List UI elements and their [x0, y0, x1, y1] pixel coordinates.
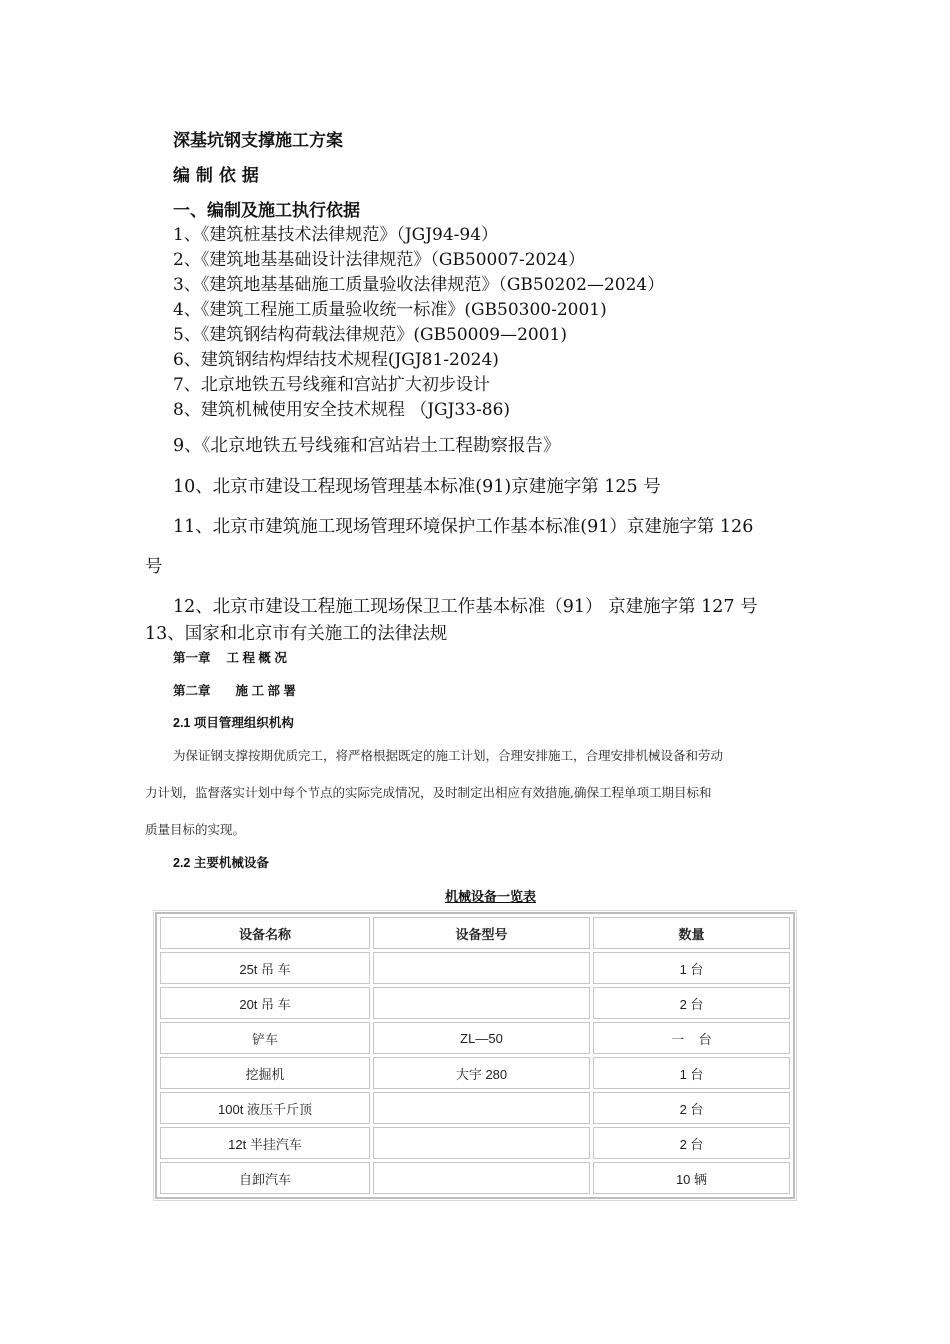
equipment-model-cell: [373, 952, 590, 984]
table-row: [160, 987, 790, 1019]
section-heading: 一、编制及施工执行依据: [173, 201, 360, 221]
paragraph-line: 质量目标的实现。: [145, 822, 246, 837]
equipment-quantity-cell: 2 台: [593, 987, 790, 1019]
equipment-model-cell: [373, 1162, 590, 1194]
reference-item: 9、《北京地铁五号线雍和宫站岩土工程勘察报告》: [173, 436, 561, 456]
equipment-name-cell: 12t 半挂汽车: [160, 1127, 370, 1159]
document-title: 深基坑钢支撑施工方案: [173, 131, 343, 151]
equipment-quantity-cell: 2 台: [593, 1092, 790, 1124]
reference-item: 2、《建筑地基基础设计法律规范》（GB50007-2024）: [173, 250, 585, 270]
chapter-heading: 第一章 工 程 概 况: [173, 651, 287, 665]
table-title: 机械设备一览表: [445, 890, 537, 905]
table-row: [160, 1162, 790, 1194]
paragraph-line: 力计划，监督落实计划中每个节点的实际完成情况，及时制定出相应有效措施,确保工程单项工期目标和: [145, 785, 712, 800]
equipment-name-cell: 铲车: [160, 1022, 370, 1054]
reference-item: 1、《建筑桩基技术法律规范》（JGJ94-94）: [173, 225, 499, 245]
equipment-model-cell: [373, 1092, 590, 1124]
table-row: [160, 1022, 790, 1054]
reference-item: 5、《建筑钢结构荷载法律规范》(GB50009—2001): [173, 325, 567, 345]
table-row: [160, 952, 790, 984]
reference-item: 13、国家和北京市有关施工的法律法规: [145, 624, 448, 644]
equipment-quantity-cell: 1 台: [593, 952, 790, 984]
reference-item: 3、《建筑地基基础施工质量验收法律规范》（GB50202—2024）: [173, 275, 665, 295]
equipment-name-cell: 25t 吊 车: [160, 952, 370, 984]
reference-item: 6、建筑钢结构焊结技术规程(JGJ81-2024): [173, 350, 499, 370]
reference-item: 7、北京地铁五号线雍和宫站扩大初步设计: [173, 375, 490, 395]
equipment-model-cell: ZL—50: [373, 1022, 590, 1054]
chapter-heading: 第二章 施 工 部 署: [173, 684, 296, 698]
column-header: 设备名称: [160, 917, 370, 949]
equipment-name-cell: 自卸汽车: [160, 1162, 370, 1194]
paragraph-line: 为保证钢支撑按期优质完工，将严格根据既定的施工计划，合理安排施工，合理安排机械设备和劳动: [173, 748, 724, 763]
reference-item: 4、《建筑工程施工质量验收统一标准》(GB50300-2001): [173, 300, 607, 320]
equipment-quantity-cell: 2 台: [593, 1127, 790, 1159]
equipment-quantity-cell: 10 辆: [593, 1162, 790, 1194]
reference-item: 10、北京市建设工程现场管理基本标准(91)京建施字第 125 号: [173, 477, 661, 497]
table-row: [160, 1057, 790, 1089]
subsection-heading: 2.2 主要机械设备: [173, 856, 269, 870]
equipment-name-cell: 挖掘机: [160, 1057, 370, 1089]
equipment-table: [155, 912, 795, 1199]
basis-heading: 编 制 依 据: [173, 166, 259, 186]
subsection-heading: 2.1 项目管理组织机构: [173, 716, 294, 730]
equipment-model-cell: [373, 1127, 590, 1159]
reference-item: 12、北京市建设工程施工现场保卫工作基本标准（91） 京建施字第 127 号: [173, 597, 758, 617]
table-header-row: [160, 917, 790, 949]
equipment-name-cell: 100t 液压千斤顶: [160, 1092, 370, 1124]
equipment-quantity-cell: 1 台: [593, 1057, 790, 1089]
equipment-model-cell: 大宇 280: [373, 1057, 590, 1089]
reference-item: 11、北京市建筑施工现场管理环境保护工作基本标准(91）京建施字第 126: [173, 517, 754, 537]
column-header: 数量: [593, 917, 790, 949]
table-row: [160, 1092, 790, 1124]
table-row: [160, 1127, 790, 1159]
column-header: 设备型号: [373, 917, 590, 949]
equipment-name-cell: 20t 吊 车: [160, 987, 370, 1019]
equipment-quantity-cell: 一 台: [593, 1022, 790, 1054]
reference-item: 8、建筑机械使用安全技术规程 （JGJ33-86): [173, 400, 511, 420]
reference-item-continued: 号: [145, 557, 163, 577]
equipment-model-cell: [373, 987, 590, 1019]
